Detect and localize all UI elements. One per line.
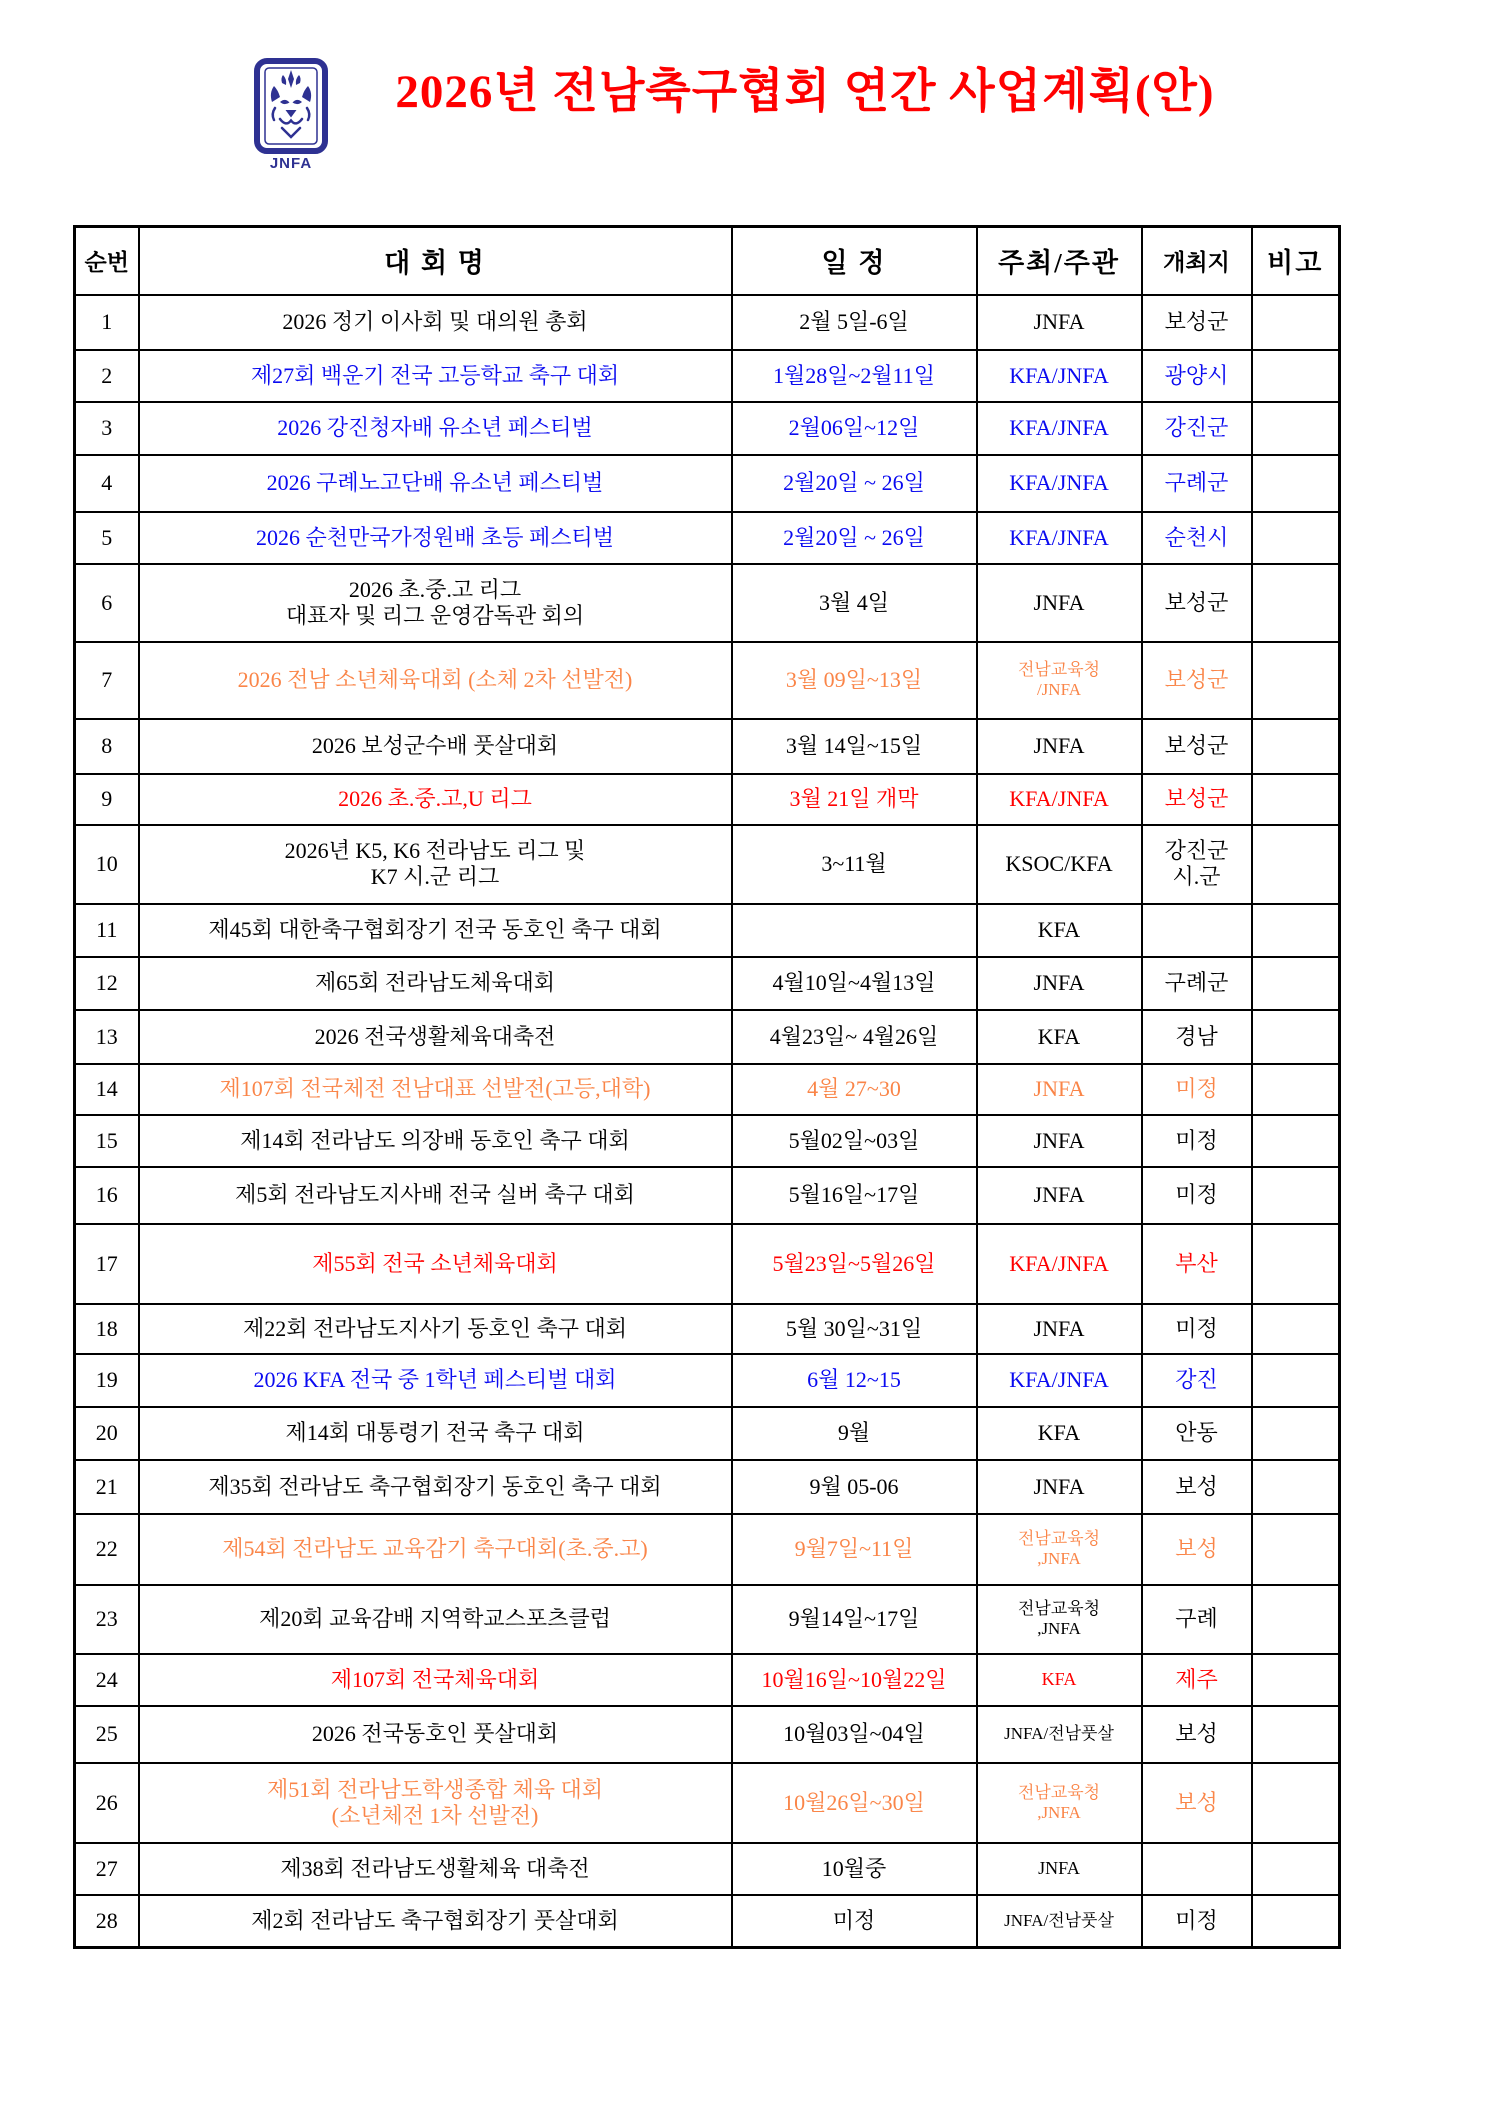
cell-competition-name: 2026 보성군수배 풋살대회 <box>139 719 732 774</box>
cell-row-number: 24 <box>75 1654 139 1706</box>
cell-organizer: JNFA/전남풋살 <box>977 1706 1142 1763</box>
cell-remarks <box>1252 1224 1340 1304</box>
table-row <box>75 1407 1340 1460</box>
table-row <box>75 1224 1340 1304</box>
column-header-no: 순번 <box>75 227 139 295</box>
column-header-note: 비고 <box>1252 227 1340 295</box>
cell-schedule: 3월 09일~13일 <box>732 642 977 719</box>
cell-schedule: 10월중 <box>732 1843 977 1895</box>
cell-schedule: 3월 21일 개막 <box>732 774 977 825</box>
cell-organizer: 전남교육청 ,JNFA <box>977 1763 1142 1843</box>
cell-venue: 보성 <box>1142 1763 1252 1843</box>
cell-row-number: 2 <box>75 350 139 402</box>
cell-venue: 미정 <box>1142 1064 1252 1115</box>
cell-remarks <box>1252 1585 1340 1654</box>
cell-row-number: 4 <box>75 455 139 512</box>
table-row <box>75 1843 1340 1895</box>
cell-organizer: JNFA <box>977 1843 1142 1895</box>
cell-venue: 보성 <box>1142 1514 1252 1585</box>
cell-venue: 안동 <box>1142 1407 1252 1460</box>
cell-venue: 미정 <box>1142 1167 1252 1224</box>
table-row <box>75 1304 1340 1354</box>
cell-remarks <box>1252 1763 1340 1843</box>
logo-text: JNFA <box>269 155 313 172</box>
cell-row-number: 11 <box>75 904 139 957</box>
cell-schedule: 2월20일 ~ 26일 <box>732 455 977 512</box>
cell-row-number: 22 <box>75 1514 139 1585</box>
column-header-venue: 개최지 <box>1142 227 1252 295</box>
table-row <box>75 642 1340 719</box>
cell-competition-name: 제45회 대한축구협회장기 전국 동호인 축구 대회 <box>139 904 732 957</box>
cell-competition-name: 2026 구례노고단배 유소년 페스티벌 <box>139 455 732 512</box>
cell-organizer: KFA <box>977 904 1142 957</box>
cell-venue <box>1142 904 1252 957</box>
cell-organizer: JNFA <box>977 1064 1142 1115</box>
table-row <box>75 957 1340 1010</box>
table-row <box>75 1895 1340 1948</box>
cell-schedule: 9월 05-06 <box>732 1460 977 1514</box>
cell-organizer: 전남교육청 /JNFA <box>977 642 1142 719</box>
cell-remarks <box>1252 719 1340 774</box>
cell-organizer: JNFA <box>977 719 1142 774</box>
cell-schedule: 3월 4일 <box>732 564 977 642</box>
cell-organizer: KFA/JNFA <box>977 512 1142 564</box>
cell-remarks <box>1252 564 1340 642</box>
cell-remarks <box>1252 642 1340 719</box>
cell-schedule: 4월 27~30 <box>732 1064 977 1115</box>
cell-organizer: KFA/JNFA <box>977 402 1142 455</box>
cell-row-number: 1 <box>75 295 139 350</box>
cell-schedule: 5월23일~5월26일 <box>732 1224 977 1304</box>
cell-competition-name: 2026 초.중.고,U 리그 <box>139 774 732 825</box>
table-row <box>75 1167 1340 1224</box>
cell-competition-name: 2026 전국생활체육대축전 <box>139 1010 732 1064</box>
cell-row-number: 12 <box>75 957 139 1010</box>
table-row <box>75 350 1340 402</box>
cell-organizer: KFA/JNFA <box>977 350 1142 402</box>
table-row <box>75 1706 1340 1763</box>
cell-competition-name: 2026 정기 이사회 및 대의원 총회 <box>139 295 732 350</box>
cell-competition-name: 2026 순천만국가정원배 초등 페스티벌 <box>139 512 732 564</box>
cell-remarks <box>1252 1706 1340 1763</box>
cell-remarks <box>1252 1514 1340 1585</box>
cell-venue: 구례군 <box>1142 455 1252 512</box>
cell-competition-name: 2026 강진청자배 유소년 페스티벌 <box>139 402 732 455</box>
table-row <box>75 1763 1340 1843</box>
table-row <box>75 1585 1340 1654</box>
cell-organizer: JNFA <box>977 957 1142 1010</box>
cell-row-number: 13 <box>75 1010 139 1064</box>
cell-row-number: 27 <box>75 1843 139 1895</box>
schedule-table-body <box>75 295 1340 1948</box>
column-header-org: 주최/주관 <box>977 227 1142 295</box>
cell-organizer: 전남교육청 ,JNFA <box>977 1585 1142 1654</box>
cell-competition-name: 2026년 K5, K6 전라남도 리그 및 K7 시.군 리그 <box>139 825 732 904</box>
cell-remarks <box>1252 1460 1340 1514</box>
cell-venue: 미정 <box>1142 1115 1252 1167</box>
table-row <box>75 1460 1340 1514</box>
cell-competition-name: 2026 초.중.고 리그 대표자 및 리그 운영감독관 회의 <box>139 564 732 642</box>
cell-row-number: 26 <box>75 1763 139 1843</box>
cell-venue: 순천시 <box>1142 512 1252 564</box>
table-row <box>75 1115 1340 1167</box>
table-row <box>75 402 1340 455</box>
cell-competition-name: 제65회 전라남도체육대회 <box>139 957 732 1010</box>
cell-organizer: KSOC/KFA <box>977 825 1142 904</box>
cell-competition-name: 제55회 전국 소년체육대회 <box>139 1224 732 1304</box>
cell-competition-name: 제14회 전라남도 의장배 동호인 축구 대회 <box>139 1115 732 1167</box>
cell-schedule: 9월 <box>732 1407 977 1460</box>
cell-remarks <box>1252 1010 1340 1064</box>
cell-organizer: KFA <box>977 1654 1142 1706</box>
table-row <box>75 455 1340 512</box>
cell-competition-name: 제20회 교육감배 지역학교스포츠클럽 <box>139 1585 732 1654</box>
cell-schedule: 10월03일~04일 <box>732 1706 977 1763</box>
cell-venue: 강진군 <box>1142 402 1252 455</box>
cell-row-number: 3 <box>75 402 139 455</box>
table-row <box>75 904 1340 957</box>
cell-venue: 강진군 시.군 <box>1142 825 1252 904</box>
cell-row-number: 5 <box>75 512 139 564</box>
cell-schedule: 4월10일~4월13일 <box>732 957 977 1010</box>
cell-schedule: 미정 <box>732 1895 977 1948</box>
cell-remarks <box>1252 512 1340 564</box>
cell-schedule: 9월7일~11일 <box>732 1514 977 1585</box>
cell-schedule: 9월14일~17일 <box>732 1585 977 1654</box>
cell-competition-name: 제22회 전라남도지사기 동호인 축구 대회 <box>139 1304 732 1354</box>
cell-venue: 미정 <box>1142 1304 1252 1354</box>
table-row <box>75 1514 1340 1585</box>
cell-competition-name: 제35회 전라남도 축구협회장기 동호인 축구 대회 <box>139 1460 732 1514</box>
cell-row-number: 19 <box>75 1354 139 1407</box>
cell-schedule: 3월 14일~15일 <box>732 719 977 774</box>
table-row <box>75 1064 1340 1115</box>
table-row <box>75 1654 1340 1706</box>
cell-competition-name: 제54회 전라남도 교육감기 축구대회(초.중.고) <box>139 1514 732 1585</box>
cell-schedule: 4월23일~ 4월26일 <box>732 1010 977 1064</box>
cell-venue: 구례군 <box>1142 957 1252 1010</box>
cell-row-number: 16 <box>75 1167 139 1224</box>
cell-venue: 제주 <box>1142 1654 1252 1706</box>
cell-organizer: JNFA <box>977 1304 1142 1354</box>
cell-row-number: 23 <box>75 1585 139 1654</box>
cell-competition-name: 제27회 백운기 전국 고등학교 축구 대회 <box>139 350 732 402</box>
cell-remarks <box>1252 1354 1340 1407</box>
cell-competition-name: 2026 KFA 전국 중 1학년 페스티벌 대회 <box>139 1354 732 1407</box>
cell-remarks <box>1252 455 1340 512</box>
cell-remarks <box>1252 1843 1340 1895</box>
cell-remarks <box>1252 1167 1340 1224</box>
table-row <box>75 1010 1340 1064</box>
cell-row-number: 28 <box>75 1895 139 1948</box>
table-row <box>75 774 1340 825</box>
cell-competition-name: 제51회 전라남도학생종합 체육 대회 (소년체전 1차 선발전) <box>139 1763 732 1843</box>
cell-schedule: 5월02일~03일 <box>732 1115 977 1167</box>
column-header-date: 일 정 <box>732 227 977 295</box>
cell-row-number: 25 <box>75 1706 139 1763</box>
cell-schedule: 3~11월 <box>732 825 977 904</box>
table-row <box>75 295 1340 350</box>
cell-venue: 보성 <box>1142 1706 1252 1763</box>
cell-remarks <box>1252 1895 1340 1948</box>
cell-competition-name: 2026 전국동호인 풋살대회 <box>139 1706 732 1763</box>
cell-organizer: JNFA <box>977 1460 1142 1514</box>
cell-venue: 보성군 <box>1142 295 1252 350</box>
cell-schedule: 2월 5일-6일 <box>732 295 977 350</box>
cell-remarks <box>1252 350 1340 402</box>
annual-schedule-table <box>73 225 1341 1949</box>
cell-row-number: 18 <box>75 1304 139 1354</box>
cell-venue: 구례 <box>1142 1585 1252 1654</box>
cell-remarks <box>1252 1304 1340 1354</box>
cell-schedule: 1월28일~2월11일 <box>732 350 977 402</box>
cell-venue: 강진 <box>1142 1354 1252 1407</box>
cell-row-number: 6 <box>75 564 139 642</box>
cell-row-number: 17 <box>75 1224 139 1304</box>
cell-remarks <box>1252 1064 1340 1115</box>
cell-remarks <box>1252 402 1340 455</box>
cell-organizer: JNFA <box>977 1115 1142 1167</box>
cell-competition-name: 제107회 전국체육대회 <box>139 1654 732 1706</box>
cell-row-number: 15 <box>75 1115 139 1167</box>
cell-organizer: JNFA <box>977 295 1142 350</box>
cell-row-number: 20 <box>75 1407 139 1460</box>
cell-row-number: 9 <box>75 774 139 825</box>
cell-organizer: KFA/JNFA <box>977 1354 1142 1407</box>
cell-schedule: 2월20일 ~ 26일 <box>732 512 977 564</box>
cell-row-number: 10 <box>75 825 139 904</box>
cell-remarks <box>1252 1115 1340 1167</box>
cell-remarks <box>1252 1407 1340 1460</box>
cell-venue <box>1142 1843 1252 1895</box>
cell-venue: 보성 <box>1142 1460 1252 1514</box>
cell-venue: 보성군 <box>1142 719 1252 774</box>
cell-schedule: 10월26일~30일 <box>732 1763 977 1843</box>
cell-organizer: KFA/JNFA <box>977 1224 1142 1304</box>
cell-organizer: KFA <box>977 1010 1142 1064</box>
table-row <box>75 719 1340 774</box>
cell-schedule: 5월 30일~31일 <box>732 1304 977 1354</box>
cell-row-number: 8 <box>75 719 139 774</box>
cell-schedule: 5월16일~17일 <box>732 1167 977 1224</box>
cell-remarks <box>1252 957 1340 1010</box>
cell-organizer: 전남교육청 ,JNFA <box>977 1514 1142 1585</box>
column-header-name: 대 회 명 <box>139 227 732 295</box>
cell-competition-name: 제14회 대통령기 전국 축구 대회 <box>139 1407 732 1460</box>
cell-venue: 광양시 <box>1142 350 1252 402</box>
cell-venue: 경남 <box>1142 1010 1252 1064</box>
cell-venue: 보성군 <box>1142 642 1252 719</box>
cell-venue: 미정 <box>1142 1895 1252 1948</box>
cell-remarks <box>1252 825 1340 904</box>
cell-remarks <box>1252 1654 1340 1706</box>
document-header <box>0 0 1488 190</box>
cell-row-number: 14 <box>75 1064 139 1115</box>
cell-schedule <box>732 904 977 957</box>
cell-remarks <box>1252 774 1340 825</box>
cell-organizer: JNFA <box>977 1167 1142 1224</box>
cell-remarks <box>1252 904 1340 957</box>
cell-competition-name: 제38회 전라남도생활체육 대축전 <box>139 1843 732 1895</box>
cell-remarks <box>1252 295 1340 350</box>
cell-competition-name: 제5회 전라남도지사배 전국 실버 축구 대회 <box>139 1167 732 1224</box>
table-row <box>75 825 1340 904</box>
cell-organizer: KFA/JNFA <box>977 774 1142 825</box>
cell-organizer: JNFA <box>977 564 1142 642</box>
cell-row-number: 7 <box>75 642 139 719</box>
cell-schedule: 10월16일~10월22일 <box>732 1654 977 1706</box>
table-row <box>75 1354 1340 1407</box>
cell-organizer: KFA <box>977 1407 1142 1460</box>
cell-venue: 보성군 <box>1142 774 1252 825</box>
cell-organizer: KFA/JNFA <box>977 455 1142 512</box>
table-header-row <box>75 227 1340 295</box>
cell-row-number: 21 <box>75 1460 139 1514</box>
cell-schedule: 2월06일~12일 <box>732 402 977 455</box>
cell-competition-name: 제107회 전국체전 전남대표 선발전(고등,대학) <box>139 1064 732 1115</box>
page-title: 2026년 전남축구협회 연간 사업계획(안) <box>395 66 1215 118</box>
table-row <box>75 512 1340 564</box>
cell-organizer: JNFA/전남풋살 <box>977 1895 1142 1948</box>
table-row <box>75 564 1340 642</box>
cell-competition-name: 2026 전남 소년체육대회 (소체 2차 선발전) <box>139 642 732 719</box>
cell-competition-name: 제2회 전라남도 축구협회장기 풋살대회 <box>139 1895 732 1948</box>
cell-venue: 부산 <box>1142 1224 1252 1304</box>
cell-schedule: 6월 12~15 <box>732 1354 977 1407</box>
cell-venue: 보성군 <box>1142 564 1252 642</box>
